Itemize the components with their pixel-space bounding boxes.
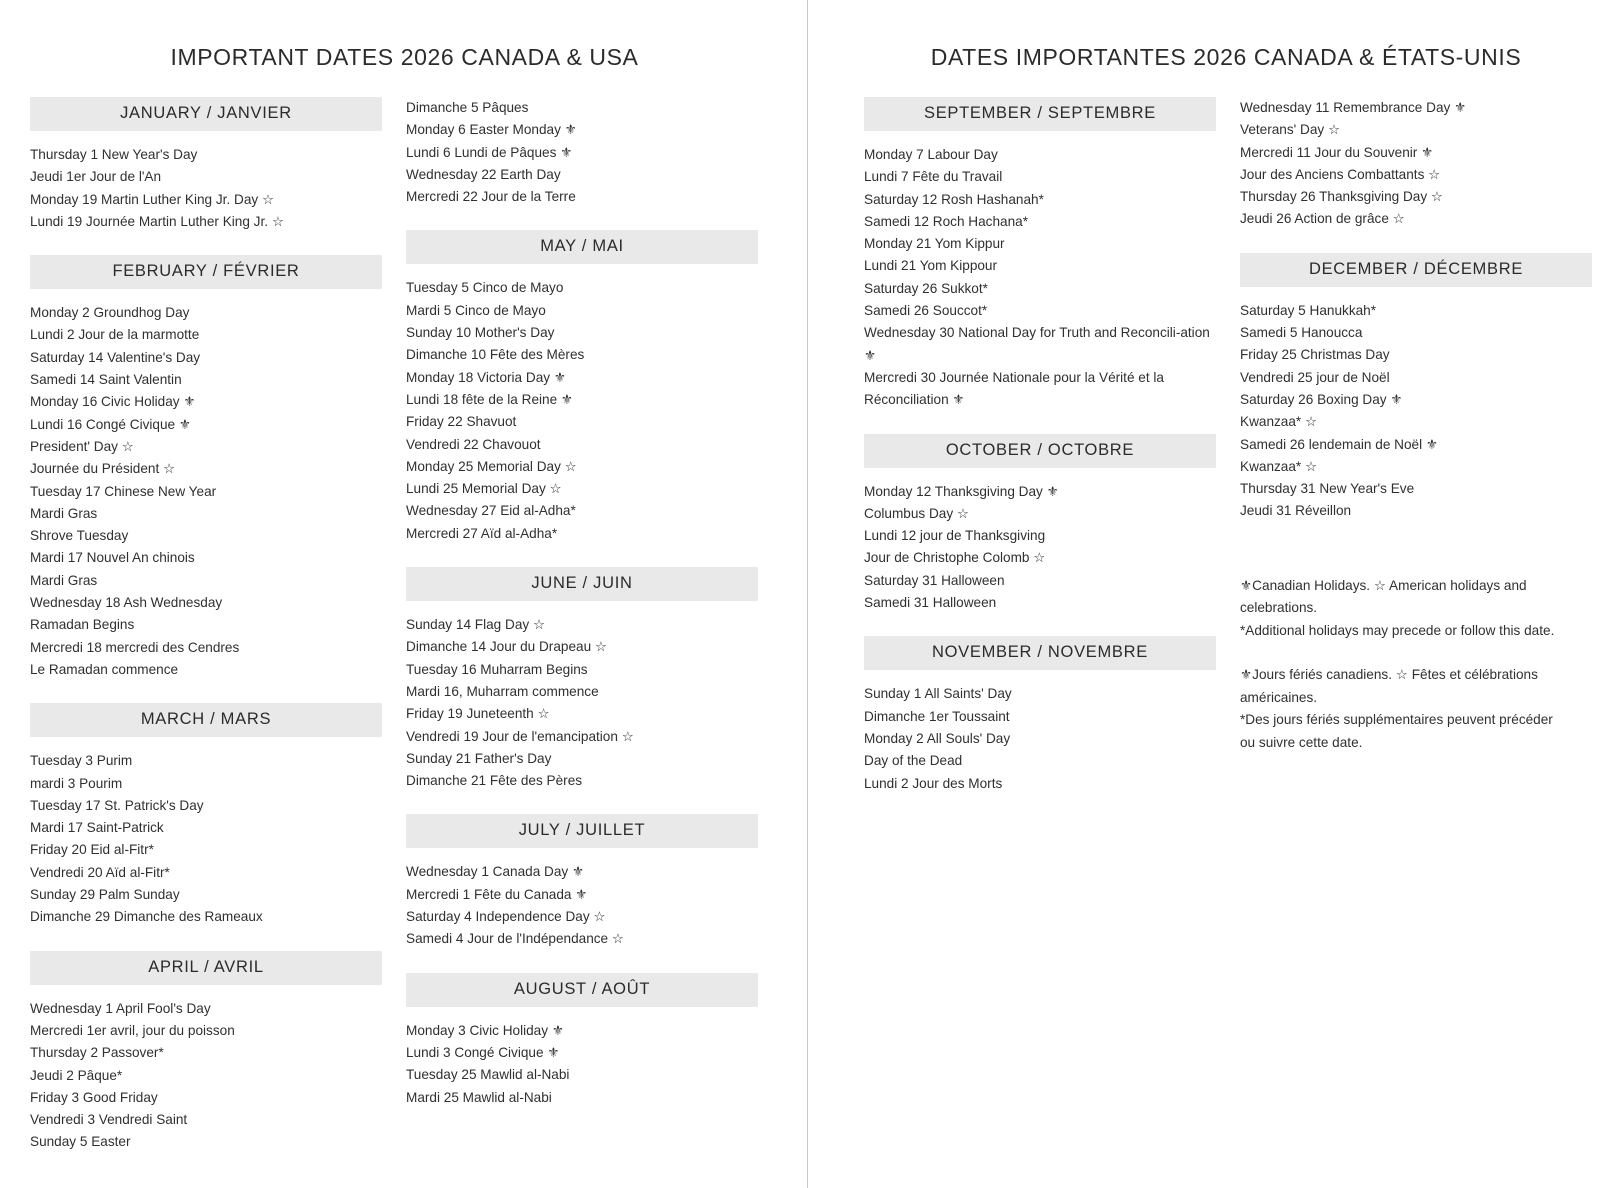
month-header-may: MAY / MAI xyxy=(406,230,758,264)
list-item: Jour de Christophe Colomb ☆ xyxy=(864,550,1046,566)
month-header-september: SEPTEMBER / SEPTEMBRE xyxy=(864,97,1216,131)
month-header-november: NOVEMBER / NOVEMBRE xyxy=(864,636,1216,670)
list-item: Lundi 2 Jour de la marmotte xyxy=(30,327,200,343)
list-item: Samedi 12 Roch Hachana* xyxy=(864,213,1028,229)
legend-fr-line-2: *Des jours fériés supplémentaires peuvent précéder ou suivre cette date. xyxy=(1240,712,1553,750)
list-item: Tuesday 3 Purim xyxy=(30,753,133,769)
list-item: Tuesday 17 Chinese New Year xyxy=(30,483,217,499)
list-item: Lundi 18 fête de la Reine ⚜ xyxy=(406,391,574,407)
list-item: Mardi 17 Saint-Patrick xyxy=(30,820,164,836)
list-item: Monday 25 Memorial Day ☆ xyxy=(406,458,577,474)
month-header-october: OCTOBER / OCTOBRE xyxy=(864,434,1216,468)
month-block-may xyxy=(406,230,758,545)
list-item: Mardi 16, Muharram commence xyxy=(406,683,599,699)
list-item: Dimanche 21 Fête des Pères xyxy=(406,773,583,789)
list-item: Lundi 12 jour de Thanksgiving xyxy=(864,528,1046,544)
list-item: Kwanzaa* ☆ xyxy=(1240,414,1318,430)
list-item: Ramadan Begins xyxy=(30,617,135,633)
list-item: Lundi 21 Yom Kippour xyxy=(864,258,998,274)
list-item: Saturday 4 Independence Day ☆ xyxy=(406,909,606,925)
list-item: Monday 2 Groundhog Day xyxy=(30,305,190,321)
list-item: Tuesday 25 Mawlid al-Nabi xyxy=(406,1067,570,1083)
month-header-august: AUGUST / AOÛT xyxy=(406,973,758,1007)
month-header-february: FEBRUARY / FÉVRIER xyxy=(30,255,382,289)
list-item: Sunday 1 All Saints' Day xyxy=(864,686,1012,702)
list-item: Sunday 29 Palm Sunday xyxy=(30,887,180,903)
month-header-april: APRIL / AVRIL xyxy=(30,951,382,985)
list-item: Sunday 14 Flag Day ☆ xyxy=(406,617,546,633)
list-item: Sunday 21 Father's Day xyxy=(406,750,552,766)
list-item: Saturday 5 Hanukkah* xyxy=(1240,302,1377,318)
list-item: Monday 3 Civic Holiday ⚜ xyxy=(406,1022,565,1038)
list-item: Mercredi 1 Fête du Canada ⚜ xyxy=(406,886,588,902)
list-item: Friday 22 Shavuot xyxy=(406,414,517,430)
list-item: Thursday 1 New Year's Day xyxy=(30,147,198,162)
list-item: Monday 21 Yom Kippur xyxy=(864,236,1005,252)
month-block-april-continued xyxy=(406,97,758,208)
list-item: Shrove Tuesday xyxy=(30,528,129,544)
list-item: mardi 3 Pourim xyxy=(30,775,123,791)
list-item: Mardi 5 Cinco de Mayo xyxy=(406,302,546,318)
list-item: Lundi 7 Fête du Travail xyxy=(864,169,1003,185)
list-item: Friday 25 Christmas Day xyxy=(1240,347,1390,363)
list-item: Mercredi 11 Jour du Souvenir ⚜ xyxy=(1240,144,1434,160)
legend-spacer xyxy=(1240,642,1570,664)
month-block-august xyxy=(406,973,758,1109)
list-item: Saturday 26 Boxing Day ⚜ xyxy=(1240,391,1403,407)
list-item: Vendredi 19 Jour de l'emancipation ☆ xyxy=(406,728,634,744)
month-block-march xyxy=(30,703,382,928)
month-block-february xyxy=(30,255,382,681)
list-item: Wednesday 1 April Fool's Day xyxy=(30,1000,211,1016)
month-header-june: JUNE / JUIN xyxy=(406,567,758,601)
list-item: Dimanche 14 Jour du Drapeau ☆ xyxy=(406,639,608,655)
list-item: Monday 6 Easter Monday ⚜ xyxy=(406,122,577,138)
list-item: Jeudi 2 Pâque* xyxy=(30,1067,123,1083)
month-block-september xyxy=(864,97,1216,412)
list-item: Mercredi 1er avril, jour du poisson xyxy=(30,1022,235,1038)
list-item: Saturday 31 Halloween xyxy=(864,572,1005,588)
list-item: Kwanzaa* ☆ xyxy=(1240,458,1318,474)
list-item: Samedi 4 Jour de l'Indépendance ☆ xyxy=(406,931,625,947)
list-item: Dimanche 5 Pâques xyxy=(406,100,529,115)
list-item: Dimanche 10 Fête des Mères xyxy=(406,347,585,363)
list-item: Lundi 19 Journée Martin Luther King Jr. ☆ xyxy=(30,213,284,229)
list-item: Mercredi 27 Aïd al-Adha* xyxy=(406,525,558,541)
legend-en-line-2: *Additional holidays may precede or follow this date. xyxy=(1240,622,1555,638)
month-header-march: MARCH / MARS xyxy=(30,703,382,737)
list-item: Tuesday 17 St. Patrick's Day xyxy=(30,797,204,813)
list-item: Vendredi 22 Chavouot xyxy=(406,436,541,452)
list-item: Jeudi 1er Jour de l'An xyxy=(30,169,162,185)
list-item: Mercredi 30 Journée Nationale pour la Vérité et la Réconciliation ⚜ xyxy=(864,369,1164,408)
month-block-october xyxy=(864,434,1216,615)
list-item: Mardi Gras xyxy=(30,572,98,588)
right-page-title: DATES IMPORTANTES 2026 CANADA & ÉTATS-UNIS xyxy=(930,44,1522,70)
list-item: Lundi 2 Jour des Morts xyxy=(864,775,1003,791)
list-item: Monday 16 Civic Holiday ⚜ xyxy=(30,394,196,410)
month-header-january: JANUARY / JANVIER xyxy=(30,97,382,131)
list-item: Tuesday 5 Cinco de Mayo xyxy=(406,280,564,296)
list-item: Monday 2 All Souls' Day xyxy=(864,730,1011,746)
list-item: Lundi 6 Lundi de Pâques ⚜ xyxy=(406,144,573,160)
list-item: Monday 18 Victoria Day ⚜ xyxy=(406,369,567,385)
right-column-1 xyxy=(864,97,1216,795)
list-item: Wednesday 11 Remembrance Day ⚜ xyxy=(1240,100,1467,115)
list-item: Vendredi 3 Vendredi Saint xyxy=(30,1112,188,1128)
list-item: Mercredi 22 Jour de la Terre xyxy=(406,189,576,205)
list-item: Tuesday 16 Muharram Begins xyxy=(406,661,588,677)
list-item: Lundi 16 Congé Civique ⚜ xyxy=(30,416,192,432)
list-item: Lundi 3 Congé Civique ⚜ xyxy=(406,1044,560,1060)
legend xyxy=(1240,575,1570,755)
left-column-1 xyxy=(30,97,382,1154)
list-item: Le Ramadan commence xyxy=(30,661,179,677)
month-block-july xyxy=(406,814,758,950)
left-page-title: IMPORTANT DATES 2026 CANADA & USA xyxy=(170,44,639,70)
list-item: Jeudi 31 Réveillon xyxy=(1240,503,1352,519)
month-block-january xyxy=(30,97,382,233)
list-item: Monday 12 Thanksgiving Day ⚜ xyxy=(864,483,1059,499)
month-block-december xyxy=(1240,253,1592,523)
list-item: Monday 7 Labour Day xyxy=(864,147,998,162)
list-item: Vendredi 25 jour de Noël xyxy=(1240,369,1390,385)
list-item: Mercredi 18 mercredi des Cendres xyxy=(30,639,240,655)
right-columns xyxy=(864,97,1588,795)
legend-fr-line-1: ⚜Jours fériés canadiens. ☆ Fêtes et célébrations américaines. xyxy=(1240,667,1538,705)
month-block-april xyxy=(30,951,382,1154)
list-item: Dimanche 29 Dimanche des Rameaux xyxy=(30,909,263,925)
list-item: Thursday 2 Passover* xyxy=(30,1045,164,1061)
list-item: Wednesday 30 National Day for Truth and Reconcili-ation ⚜ xyxy=(864,325,1210,363)
list-item: Mardi 25 Mawlid al-Nabi xyxy=(406,1089,552,1105)
list-item: Vendredi 20 Aïd al-Fitr* xyxy=(30,864,170,880)
left-columns xyxy=(30,97,779,1154)
month-header-july: JULY / JUILLET xyxy=(406,814,758,848)
list-item: Samedi 14 Saint Valentin xyxy=(30,372,182,388)
list-item: Samedi 26 lendemain de Noël ⚜ xyxy=(1240,436,1439,452)
list-item: Thursday 31 New Year's Eve xyxy=(1240,481,1415,497)
list-item: Wednesday 1 Canada Day ⚜ xyxy=(406,864,585,880)
month-block-june xyxy=(406,567,758,792)
list-item: Wednesday 22 Earth Day xyxy=(406,166,561,182)
list-item: Saturday 26 Sukkot* xyxy=(864,280,988,296)
list-item: Lundi 25 Memorial Day ☆ xyxy=(406,481,562,497)
left-column-2 xyxy=(406,97,758,1154)
list-item: Wednesday 18 Ash Wednesday xyxy=(30,595,223,611)
legend-en-line-1: ⚜Canadian Holidays. ☆ American holidays and celebrations. xyxy=(1240,577,1527,616)
list-item: Mardi Gras xyxy=(30,505,98,521)
list-item: Veterans' Day ☆ xyxy=(1240,122,1341,138)
right-column-2 xyxy=(1240,97,1592,795)
list-item: Saturday 14 Valentine's Day xyxy=(30,349,201,365)
list-item: Day of the Dead xyxy=(864,753,963,769)
list-item: Columbus Day ☆ xyxy=(864,505,970,521)
list-item: Journée du Président ☆ xyxy=(30,461,176,477)
month-block-november xyxy=(864,636,1216,794)
list-item: Monday 19 Martin Luther King Jr. Day ☆ xyxy=(30,191,275,207)
list-item: Samedi 31 Halloween xyxy=(864,595,997,611)
list-item: Sunday 10 Mother's Day xyxy=(406,325,555,341)
right-panel xyxy=(808,0,1616,1188)
list-item: Friday 19 Juneteenth ☆ xyxy=(406,706,550,722)
list-item: Samedi 5 Hanoucca xyxy=(1240,325,1363,341)
month-block-november-continued xyxy=(1240,97,1592,231)
list-item: Mardi 17 Nouvel An chinois xyxy=(30,550,195,566)
list-item: Sunday 5 Easter xyxy=(30,1134,131,1150)
list-item: Friday 3 Good Friday xyxy=(30,1089,158,1105)
list-item: Jeudi 26 Action de grâce ☆ xyxy=(1240,211,1405,227)
list-item: President' Day ☆ xyxy=(30,438,134,454)
list-item: Thursday 26 Thanksgiving Day ☆ xyxy=(1240,189,1444,205)
list-item: Dimanche 1er Toussaint xyxy=(864,708,1010,724)
list-item: Wednesday 27 Eid al-Adha* xyxy=(406,503,576,519)
month-header-december: DECEMBER / DÉCEMBRE xyxy=(1240,253,1592,287)
list-item: Saturday 12 Rosh Hashanah* xyxy=(864,191,1044,207)
list-item: Jour des Anciens Combattants ☆ xyxy=(1240,166,1441,182)
list-item: Samedi 26 Souccot* xyxy=(864,303,988,319)
list-item: Friday 20 Eid al-Fitr* xyxy=(30,842,154,858)
